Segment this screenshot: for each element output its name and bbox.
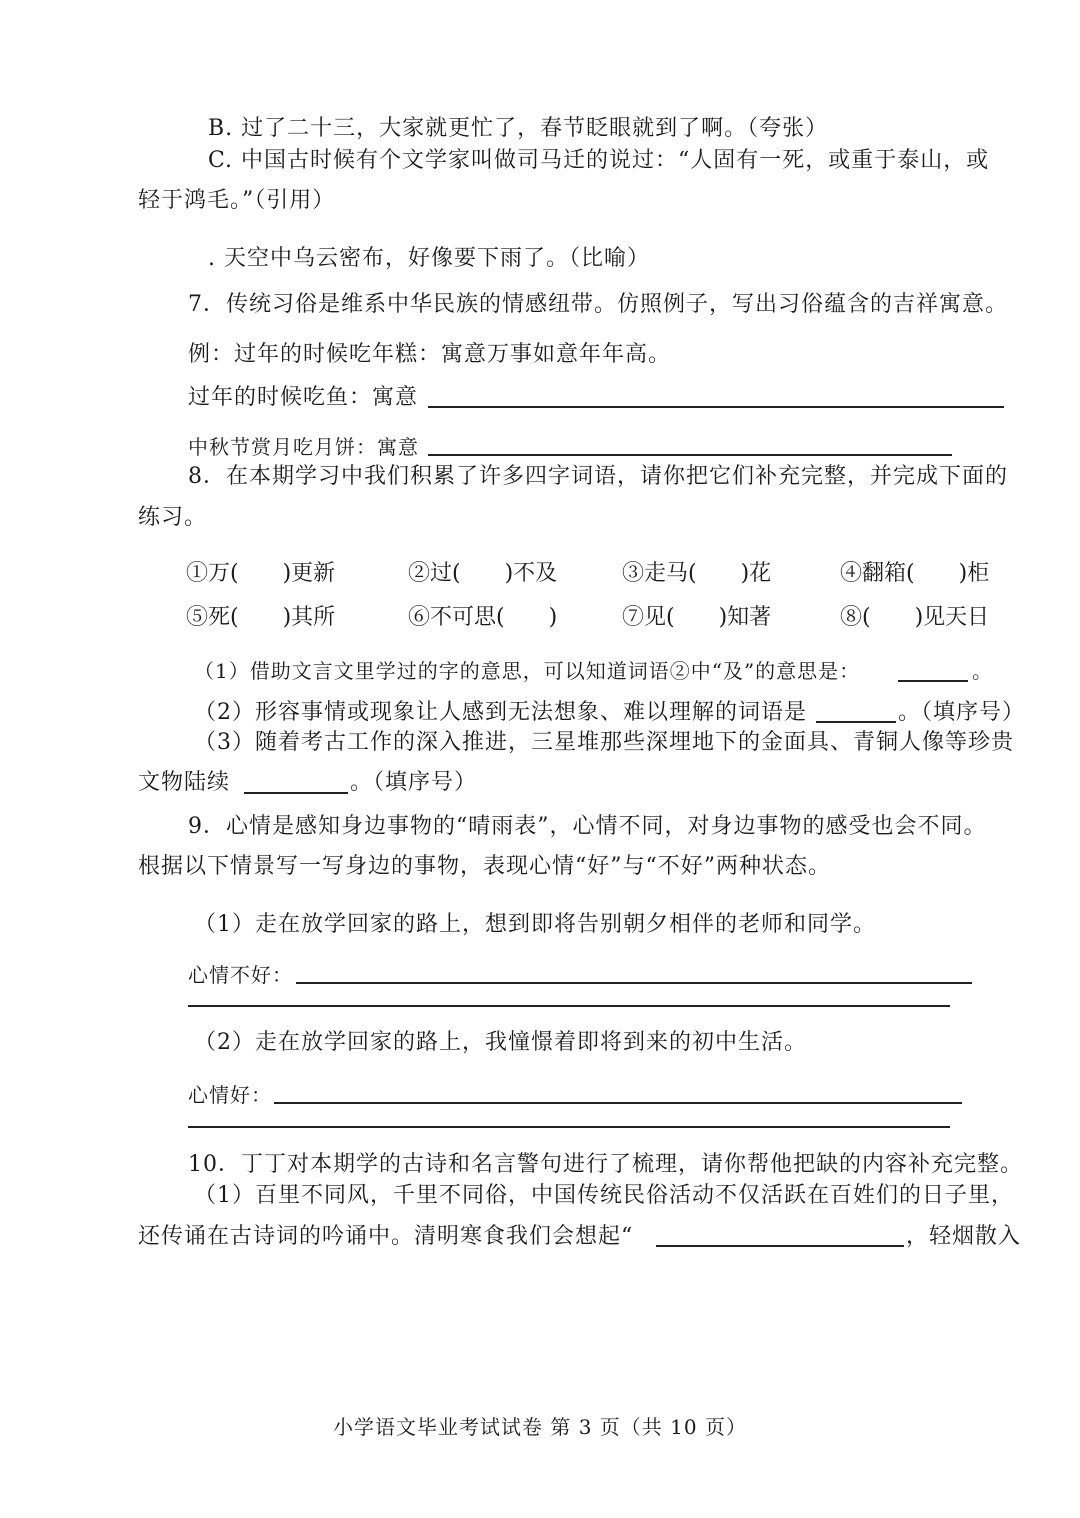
q6-option-c-line1: C. 中国古时候有个文学家叫做司马迁的说过：“人固有一死，或重于泰山，或: [208, 148, 990, 173]
q9-title-line2: 根据以下情景写一写身边的事物，表现心情“好”与“不好”两种状态。: [138, 854, 831, 879]
q10-title: 10．丁丁对本期学的古诗和名言警句进行了梳理，请你帮他把缺的内容补充完整。: [188, 1152, 1023, 1177]
q9-title-line1: 9．心情是感知身边事物的“晴雨表”，心情不同，对身边事物的感受也会不同。: [188, 814, 987, 839]
q10-sub1-line2: 还传诵在古诗词的吟诵中。清明寒食我们会想起“: [138, 1224, 634, 1249]
q9-good-mood-label: 心情好：: [188, 1083, 272, 1107]
q8-idiom-1[interactable]: ①万( )更新: [186, 561, 336, 586]
q9-situation-1: （1）走在放学回家的路上，想到即将告别朝夕相伴的老师和同学。: [194, 912, 876, 937]
q8-sub1-blank[interactable]: [898, 680, 968, 682]
q8-sub2-end: 。（填序号）: [898, 700, 1026, 725]
q8-sub3-line2: 文物陆续: [138, 770, 231, 795]
q8-sub2: （2）形容事情或现象让人感到无法想象、难以理解的词语是: [194, 700, 807, 725]
q9-answer-line-1b[interactable]: [188, 1005, 950, 1007]
q6-option-d: . 天空中乌云密布，好像要下雨了。（比喻）: [208, 246, 650, 271]
page-footer: 小学语文毕业考试试卷 第 3 页（共 10 页）: [333, 1415, 747, 1439]
q7-title: 7．传统习俗是维系中华民族的情感纽带。仿照例子，写出习俗蕴含的吉祥寓意。: [188, 292, 1008, 317]
q8-idiom-7[interactable]: ⑦见( )知著: [622, 605, 772, 630]
q9-situation-2: （2）走在放学回家的路上，我憧憬着即将到来的初中生活。: [194, 1030, 807, 1055]
q7-item-fish: 过年的时候吃鱼：寓意: [188, 385, 419, 410]
q8-sub1-end: 。: [972, 659, 993, 683]
q9-answer-line-2a[interactable]: [274, 1102, 962, 1104]
q7-item-mooncake: 中秋节赏月吃月饼：寓意: [188, 435, 419, 459]
q8-sub3-end: 。（填序号）: [350, 770, 478, 795]
q8-idiom-8[interactable]: ⑧( )见天日: [840, 605, 990, 630]
q9-answer-line-1a[interactable]: [296, 982, 972, 984]
q8-sub3-blank[interactable]: [244, 792, 348, 794]
q8-sub2-blank[interactable]: [816, 721, 896, 723]
q8-idiom-2[interactable]: ②过( )不及: [408, 561, 558, 586]
q6-option-b: B. 过了二十三，大家就更忙了，春节眨眼就到了啊。（夸张）: [208, 116, 829, 141]
q6-option-c-line2: 轻于鸿毛。”（引用）: [138, 188, 336, 213]
q7-example: 例：过年的时候吃年糕：寓意万事如意年年高。: [188, 342, 672, 367]
q8-idiom-3[interactable]: ③走马( )花: [622, 561, 772, 586]
q8-title-line1: 8．在本期学习中我们积累了许多四字词语，请你把它们补充完整，并完成下面的: [188, 464, 1008, 489]
q8-title-line2: 练习。: [138, 505, 208, 530]
q10-blank[interactable]: [656, 1245, 904, 1247]
q7-answer-line-2[interactable]: [428, 454, 952, 456]
q9-answer-line-2b[interactable]: [188, 1126, 950, 1128]
q10-sub1-line2-end: ，轻烟散入: [906, 1224, 1022, 1249]
q7-answer-line-1[interactable]: [428, 406, 1004, 408]
q8-sub1: （1）借助文言文里学过的字的意思，可以知道词语②中“及”的意思是：: [194, 659, 861, 683]
q9-bad-mood-label: 心情不好：: [188, 963, 293, 987]
q8-sub3-line1: （3）随着考古工作的深入推进，三星堆那些深埋地下的金面具、青铜人像等珍贵: [194, 730, 1014, 755]
q8-idiom-6[interactable]: ⑥不可思( ): [408, 605, 558, 630]
q8-idiom-5[interactable]: ⑤死( )其所: [186, 605, 336, 630]
q8-idiom-4[interactable]: ④翻箱( )柜: [840, 561, 990, 586]
q10-sub1-line1: （1）百里不同风，千里不同俗，中国传统民俗活动不仅活跃在百姓们的日子里，: [194, 1183, 1014, 1208]
